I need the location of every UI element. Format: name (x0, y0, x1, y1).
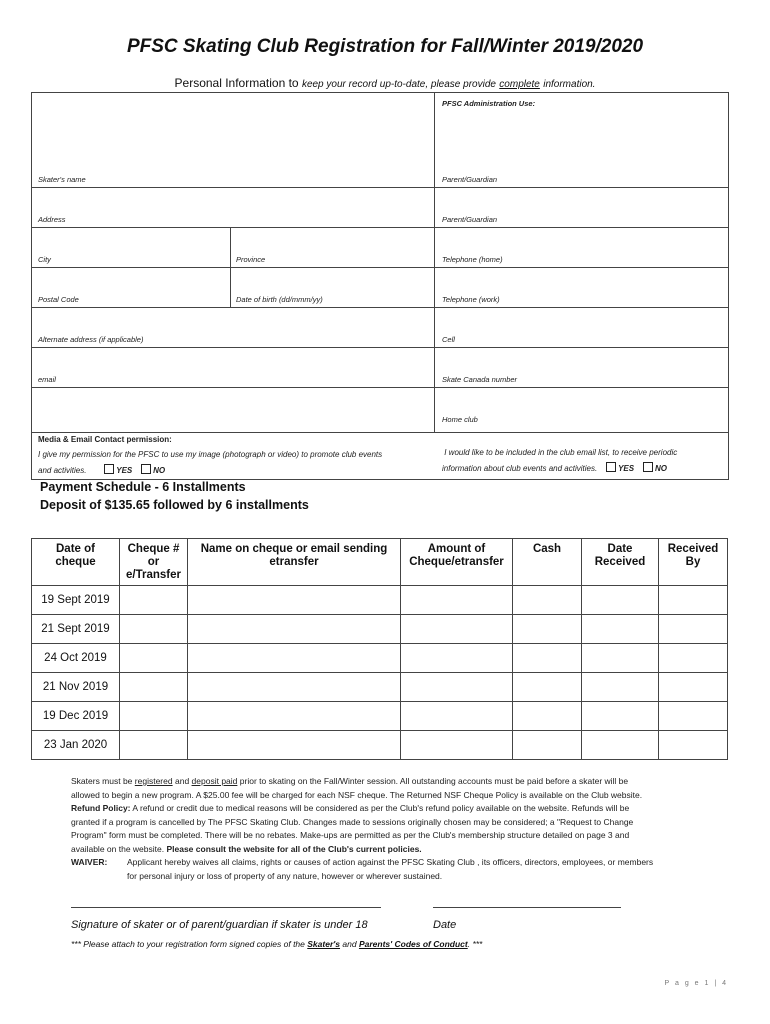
payment-entry-cell[interactable] (401, 644, 513, 673)
table-row (32, 731, 728, 760)
email-list-line2: information about club events and activities. (442, 464, 598, 473)
media-no-label: NO (153, 466, 166, 475)
intro-text-before: keep your record up-to-date, please provide (301, 79, 496, 90)
province-field[interactable]: Province (236, 255, 266, 264)
email-list-text (442, 445, 726, 477)
home-club-field[interactable]: Home club (442, 415, 478, 424)
signature-label: Signature of skater or of parent/guardian if skater is under 18 (71, 919, 368, 931)
parent-guardian-field-1[interactable]: Parent/Guardian (442, 175, 498, 184)
refund-policy-label: Refund Policy: (71, 803, 131, 813)
payment-entry-cell[interactable] (401, 702, 513, 731)
payment-date-cell: 19 Dec 2019 (32, 702, 120, 731)
payment-entry-cell[interactable] (401, 673, 513, 702)
signature-line[interactable] (71, 907, 381, 908)
payment-entry-cell[interactable] (401, 731, 513, 760)
cell-field[interactable]: Cell (442, 335, 455, 344)
admin-use-label: PFSC Administration Use: (442, 99, 536, 108)
payment-entry-cell[interactable] (188, 731, 401, 760)
table-row (32, 615, 728, 644)
payment-entry-cell[interactable] (659, 586, 728, 615)
table-row (32, 586, 728, 615)
media-permission-heading: Media & Email Contact permission: (38, 435, 172, 444)
skate-canada-number-field[interactable]: Skate Canada number (442, 375, 518, 384)
policy-text: Skaters must be registered and deposit paid prior to skating on the Fall/Winter session. All outstanding accounts must be paid before a skater will be allowed to begin a new program. A $25.00 fee will be charged for each NSF cheque. The Returned NSF Cheque Policy is available on the Club website. Refund Policy: A refund or credit due to medical reasons will be considered as per the Club's refund policy available on the website. Refunds will be granted if a program is cancelled by The PFSC Skating Club. Changes made to sessions originally chosen may be considered; a "Request to Change Program" form must be completed. There will be no rebates. Make-ups are permitted as per the Club's membership structure detailed on page 3 and available on the website. Please consult the website for all of the Club's current policies. (71, 776, 643, 854)
payment-entry-cell[interactable] (188, 615, 401, 644)
payment-table (31, 538, 728, 760)
table-header-row (32, 539, 728, 586)
payment-date-cell: 24 Oct 2019 (32, 644, 120, 673)
table-row (32, 702, 728, 731)
header-amount: Amount of Cheque/etransfer (401, 539, 513, 586)
payment-entry-cell[interactable] (401, 586, 513, 615)
payment-date-cell: 21 Nov 2019 (32, 673, 120, 702)
payment-entry-cell[interactable] (401, 615, 513, 644)
header-received-by: Received By (659, 539, 728, 586)
alternate-address-field[interactable]: Alternate address (if applicable) (38, 335, 144, 344)
intro-text-after: information. (543, 79, 596, 90)
deposit-line: Deposit of $135.65 followed by 6 installments (40, 498, 309, 512)
payment-entry-cell[interactable] (513, 702, 582, 731)
payment-entry-cell[interactable] (659, 731, 728, 760)
header-cheque: Cheque # or e/Transfer (120, 539, 188, 586)
media-text-line1: I give my permission for the PFSC to use my image (photograph or video) to promote club events (38, 450, 383, 459)
payment-entry-cell[interactable] (582, 673, 659, 702)
date-of-birth-field[interactable]: Date of birth (dd/mmm/yy) (236, 295, 323, 304)
header-cash: Cash (513, 539, 582, 586)
payment-schedule-heading: Payment Schedule - 6 Installments (40, 480, 246, 494)
header-name: Name on cheque or email sending etransfer (188, 539, 401, 586)
media-no-checkbox[interactable] (141, 464, 151, 474)
telephone-work-field[interactable]: Telephone (work) (442, 295, 500, 304)
payment-entry-cell[interactable] (120, 586, 188, 615)
payment-date-cell: 23 Jan 2020 (32, 731, 120, 760)
payment-entry-cell[interactable] (120, 702, 188, 731)
email-list-line1: I would like to be included in the club email list, to receive periodic (444, 448, 678, 457)
waiver-text: WAIVER: Applicant hereby waives all claims, rights or causes of action against the PFSC Skating Club , its officers, directors, employees, or members for personal injury or loss of property of any nature, however or wherever sustained. (71, 857, 654, 881)
date-label: Date (433, 919, 457, 931)
address-field[interactable]: Address (38, 215, 66, 224)
skater-name-field[interactable]: Skater's name (38, 175, 86, 184)
intro-emphasis: complete (499, 79, 540, 90)
intro-line (0, 76, 770, 90)
payment-entry-cell[interactable] (659, 702, 728, 731)
email-yes-checkbox[interactable] (606, 462, 616, 472)
payment-entry-cell[interactable] (188, 586, 401, 615)
page-number: P a g e 1 | 4 (664, 980, 728, 987)
payment-entry-cell[interactable] (582, 644, 659, 673)
postal-code-field[interactable]: Postal Code (38, 295, 79, 304)
media-yes-label: YES (116, 466, 133, 475)
payment-entry-cell[interactable] (582, 586, 659, 615)
table-row (32, 673, 728, 702)
media-text-line2: and activities. (38, 466, 87, 475)
telephone-home-field[interactable]: Telephone (home) (442, 255, 503, 264)
payment-entry-cell[interactable] (120, 644, 188, 673)
payment-entry-cell[interactable] (513, 673, 582, 702)
waiver-label: WAIVER: (71, 857, 108, 867)
attach-note: *** Please attach to your registration form signed copies of the Skater's and Parents' Codes of Conduct. *** (71, 939, 483, 949)
form-title: PFSC Skating Club Registration for Fall/Winter 2019/2020 (126, 36, 644, 57)
date-line[interactable] (433, 907, 621, 908)
header-date: Date of cheque (32, 539, 120, 586)
table-row (32, 644, 728, 673)
payment-entry-cell[interactable] (582, 702, 659, 731)
media-permission-text (38, 447, 434, 479)
media-yes-checkbox[interactable] (104, 464, 114, 474)
city-field[interactable]: City (38, 255, 51, 264)
email-field[interactable]: email (38, 375, 56, 384)
payment-entry-cell[interactable] (659, 615, 728, 644)
payment-entry-cell[interactable] (659, 644, 728, 673)
payment-date-cell: 19 Sept 2019 (32, 586, 120, 615)
email-yes-label: YES (618, 464, 635, 473)
header-date-received: Date Received (582, 539, 659, 586)
payment-entry-cell[interactable] (188, 644, 401, 673)
payment-entry-cell[interactable] (582, 731, 659, 760)
parent-guardian-field-2[interactable]: Parent/Guardian (442, 215, 498, 224)
payment-entry-cell[interactable] (120, 731, 188, 760)
payment-entry-cell[interactable] (120, 615, 188, 644)
payment-entry-cell[interactable] (188, 702, 401, 731)
email-no-checkbox[interactable] (643, 462, 653, 472)
payment-entry-cell[interactable] (513, 615, 582, 644)
personal-info-grid (31, 92, 729, 480)
payment-date-cell: 21 Sept 2019 (32, 615, 120, 644)
intro-lead: Personal Information to (174, 76, 299, 90)
payment-entry-cell[interactable] (582, 615, 659, 644)
payment-entry-cell[interactable] (659, 673, 728, 702)
payment-entry-cell[interactable] (513, 731, 582, 760)
payment-entry-cell[interactable] (513, 644, 582, 673)
payment-entry-cell[interactable] (188, 673, 401, 702)
payment-entry-cell[interactable] (513, 586, 582, 615)
email-no-label: NO (655, 464, 667, 473)
payment-entry-cell[interactable] (120, 673, 188, 702)
